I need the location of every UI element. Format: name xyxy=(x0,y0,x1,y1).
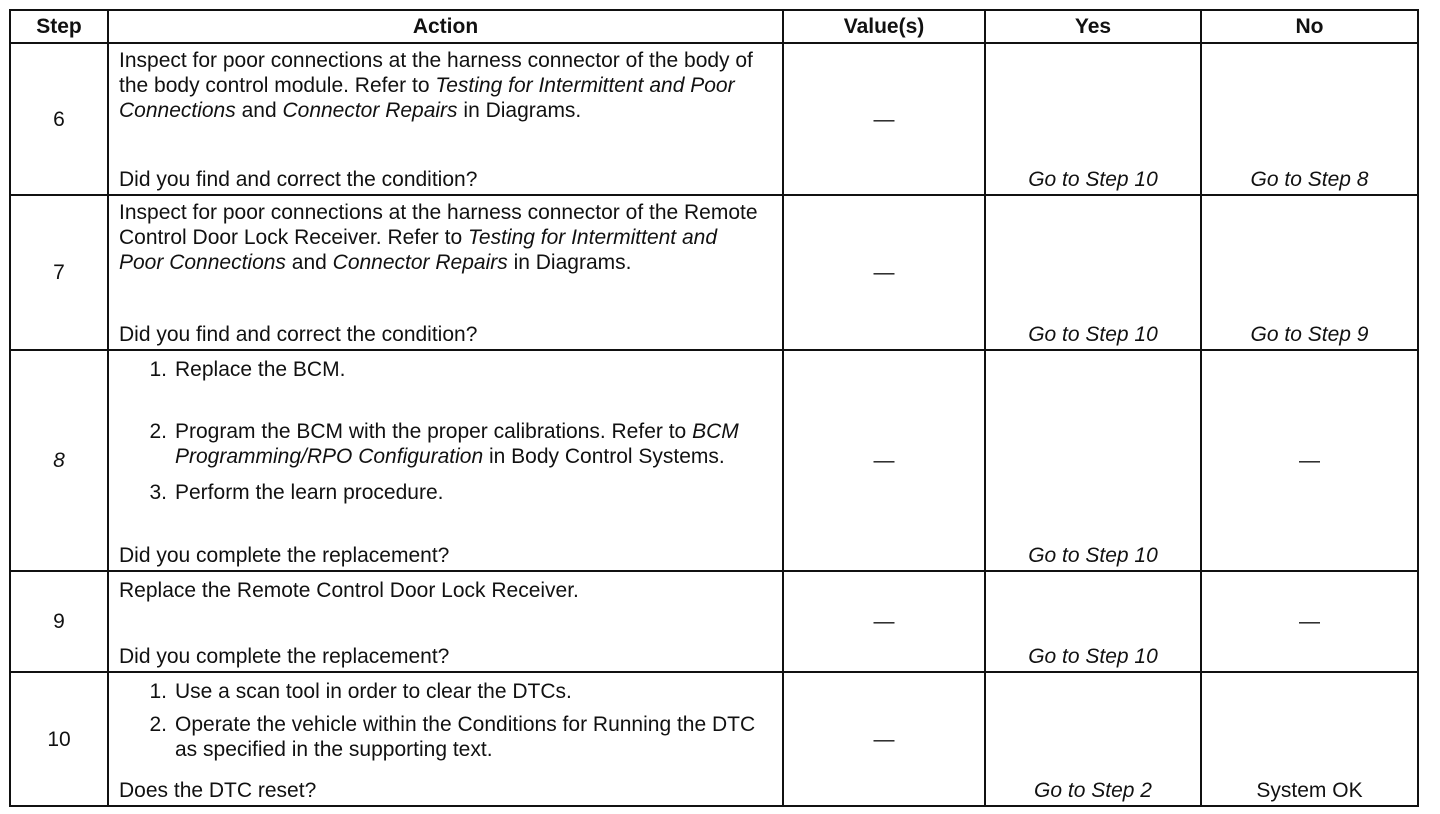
no-cell xyxy=(1201,672,1418,806)
no-result: System OK xyxy=(1256,779,1363,802)
action-text: Inspect for poor connections at the harness connector of the body of the body control module. Refer to Testing for Intermittent and Poor Connections and Connector Repairs in Diagrams. xyxy=(119,49,753,122)
action-cell xyxy=(108,571,783,672)
action-text: Inspect for poor connections at the harness connector of the Remote Control Door Lock Receiver. Refer to Testing for Intermittent and Poor Connections and Connector Repairs in Diagrams. xyxy=(119,201,758,274)
action-list xyxy=(109,351,782,505)
list-text: Operate the vehicle within the Conditions for Running the DTC as specified in the supporting text. xyxy=(175,713,756,761)
action-question: Did you find and correct the condition? xyxy=(119,168,478,191)
value-cell: — xyxy=(783,195,985,350)
table-row xyxy=(10,350,1418,571)
list-item xyxy=(109,712,772,762)
yes-result: Go to Step 10 xyxy=(1028,544,1158,567)
header-values: Value(s) xyxy=(783,10,985,43)
yes-cell xyxy=(985,43,1201,195)
list-item xyxy=(109,679,772,704)
yes-result: Go to Step 2 xyxy=(1034,779,1152,802)
header-yes: Yes xyxy=(985,10,1201,43)
step-number: 6 xyxy=(10,43,108,195)
action-question: Did you find and correct the condition? xyxy=(119,323,478,346)
action-question: Did you complete the replacement? xyxy=(119,645,450,668)
value-cell: — xyxy=(783,672,985,806)
list-number: 3. xyxy=(149,481,167,504)
yes-cell xyxy=(985,195,1201,350)
step-number: 8 xyxy=(10,350,108,571)
action-cell xyxy=(108,672,783,806)
action-cell xyxy=(108,195,783,350)
action-text: Replace the Remote Control Door Lock Receiver. xyxy=(119,579,579,602)
no-cell xyxy=(1201,195,1418,350)
list-item xyxy=(109,419,772,469)
table-row xyxy=(10,195,1418,350)
value-cell: — xyxy=(783,43,985,195)
table-row xyxy=(10,43,1418,195)
yes-result: Go to Step 10 xyxy=(1028,645,1158,668)
yes-cell xyxy=(985,350,1201,571)
list-text: Program the BCM with the proper calibrations. Refer to BCM Programming/RPO Configuration in Body Control Systems. xyxy=(175,420,739,468)
action-cell xyxy=(108,350,783,571)
action-cell xyxy=(108,43,783,195)
no-cell: — xyxy=(1201,571,1418,672)
list-text: Replace the BCM. xyxy=(175,358,346,381)
list-number: 1. xyxy=(149,358,167,381)
list-item xyxy=(109,480,772,505)
action-question: Did you complete the replacement? xyxy=(119,544,450,567)
header-no: No xyxy=(1201,10,1418,43)
table-row xyxy=(10,672,1418,806)
yes-cell xyxy=(985,672,1201,806)
header-action: Action xyxy=(108,10,783,43)
step-number: 7 xyxy=(10,195,108,350)
action-question: Does the DTC reset? xyxy=(119,779,317,802)
header-step: Step xyxy=(10,10,108,43)
no-result: Go to Step 8 xyxy=(1250,168,1369,191)
value-cell: — xyxy=(783,350,985,571)
list-text: Perform the learn procedure. xyxy=(175,481,444,504)
table-row xyxy=(10,571,1418,672)
value-cell: — xyxy=(783,571,985,672)
list-number: 1. xyxy=(149,680,167,703)
diagnostic-table xyxy=(9,9,1419,807)
no-cell: — xyxy=(1201,350,1418,571)
no-result: Go to Step 9 xyxy=(1250,323,1369,346)
list-text: Use a scan tool in order to clear the DTCs. xyxy=(175,680,572,703)
action-list xyxy=(109,673,782,762)
step-number: 9 xyxy=(10,571,108,672)
list-number: 2. xyxy=(149,713,167,736)
yes-result: Go to Step 10 xyxy=(1028,323,1158,346)
list-number: 2. xyxy=(149,420,167,443)
step-number: 10 xyxy=(10,672,108,806)
yes-result: Go to Step 10 xyxy=(1028,168,1158,191)
no-cell xyxy=(1201,43,1418,195)
list-item xyxy=(109,357,772,382)
yes-cell xyxy=(985,571,1201,672)
header-row xyxy=(10,10,1418,43)
